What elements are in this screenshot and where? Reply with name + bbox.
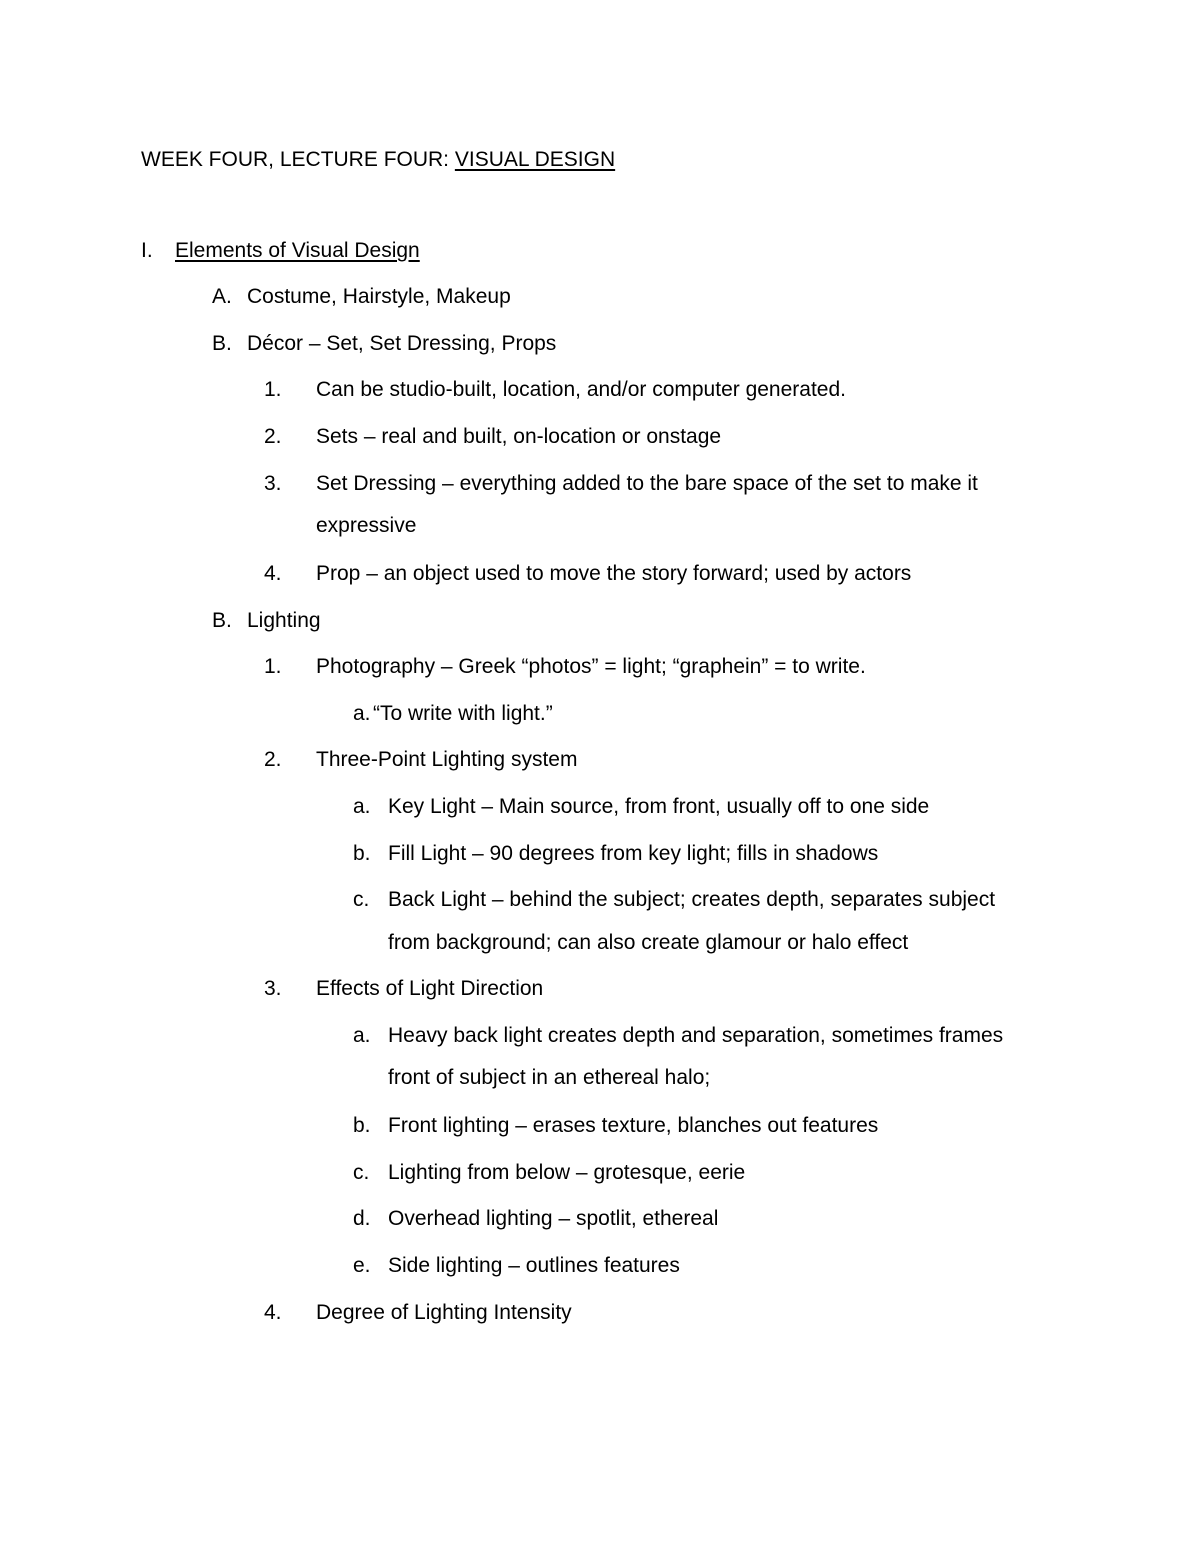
lighting-1-marker: 1.: [264, 655, 282, 678]
decor-2-marker: 2.: [264, 425, 282, 448]
item-a-text: Costume, Hairstyle, Makeup: [247, 285, 511, 308]
lighting-3d-marker: d.: [353, 1207, 371, 1230]
lighting-3c-marker: c.: [353, 1161, 370, 1184]
lighting-3c-text: Lighting from below – grotesque, eerie: [388, 1161, 746, 1184]
lighting-3d-text: Overhead lighting – spotlit, ethereal: [388, 1207, 719, 1230]
decor-3-continuation: expressive: [316, 514, 417, 537]
item-a-marker: A.: [212, 285, 232, 308]
item-b-lighting-text: Lighting: [247, 609, 321, 632]
lighting-2-text: Three-Point Lighting system: [316, 748, 578, 771]
lighting-2-marker: 2.: [264, 748, 282, 771]
decor-4-marker: 4.: [264, 562, 282, 585]
lighting-3b-marker: b.: [353, 1114, 371, 1137]
title-underlined: VISUAL DESIGN: [454, 148, 616, 171]
decor-3-marker: 3.: [264, 472, 282, 495]
page-title: [141, 146, 615, 174]
lighting-3e-text: Side lighting – outlines features: [388, 1254, 680, 1277]
lighting-2c-marker: c.: [353, 888, 370, 911]
decor-2-text: Sets – real and built, on-location or onstage: [316, 425, 722, 448]
lighting-3a-text: Heavy back light creates depth and separation, sometimes frames: [388, 1024, 1004, 1047]
lighting-2c-text: Back Light – behind the subject; creates depth, separates subject: [388, 888, 996, 911]
lighting-2a-text: Key Light – Main source, from front, usually off to one side: [388, 795, 930, 818]
title-prefix: WEEK FOUR, LECTURE FOUR:: [141, 148, 455, 171]
lighting-3e-marker: e.: [353, 1254, 371, 1277]
lighting-2b-marker: b.: [353, 842, 371, 865]
lighting-3-text: Effects of Light Direction: [316, 977, 544, 1000]
section-i-marker: I.: [141, 239, 153, 262]
lighting-3-marker: 3.: [264, 977, 282, 1000]
lighting-1a-marker: a.: [353, 702, 371, 725]
decor-3-text: Set Dressing – everything added to the bare space of the set to make it: [316, 472, 978, 495]
lighting-2b-text: Fill Light – 90 degrees from key light; fills in shadows: [388, 842, 879, 865]
decor-1-marker: 1.: [264, 378, 282, 401]
lighting-1-text: Photography – Greek “photos” = light; “graphein” = to write.: [316, 655, 866, 678]
lighting-4-text: Degree of Lighting Intensity: [316, 1301, 572, 1324]
lighting-3a-marker: a.: [353, 1024, 371, 1047]
lighting-3b-text: Front lighting – erases texture, blanches out features: [388, 1114, 879, 1137]
lighting-3a-continuation: front of subject in an ethereal halo;: [388, 1066, 711, 1089]
section-i-heading: Elements of Visual Design: [175, 239, 420, 262]
item-b-lighting-marker: B.: [212, 609, 232, 632]
lighting-2c-continuation: from background; can also create glamour or halo effect: [388, 931, 909, 954]
decor-4-text: Prop – an object used to move the story forward; used by actors: [316, 562, 912, 585]
lighting-4-marker: 4.: [264, 1301, 282, 1324]
lighting-1a-text: “To write with light.”: [373, 702, 553, 725]
decor-1-text: Can be studio-built, location, and/or computer generated.: [316, 378, 846, 401]
lighting-2a-marker: a.: [353, 795, 371, 818]
item-b-decor-marker: B.: [212, 332, 232, 355]
item-b-decor-text: Décor – Set, Set Dressing, Props: [247, 332, 557, 355]
